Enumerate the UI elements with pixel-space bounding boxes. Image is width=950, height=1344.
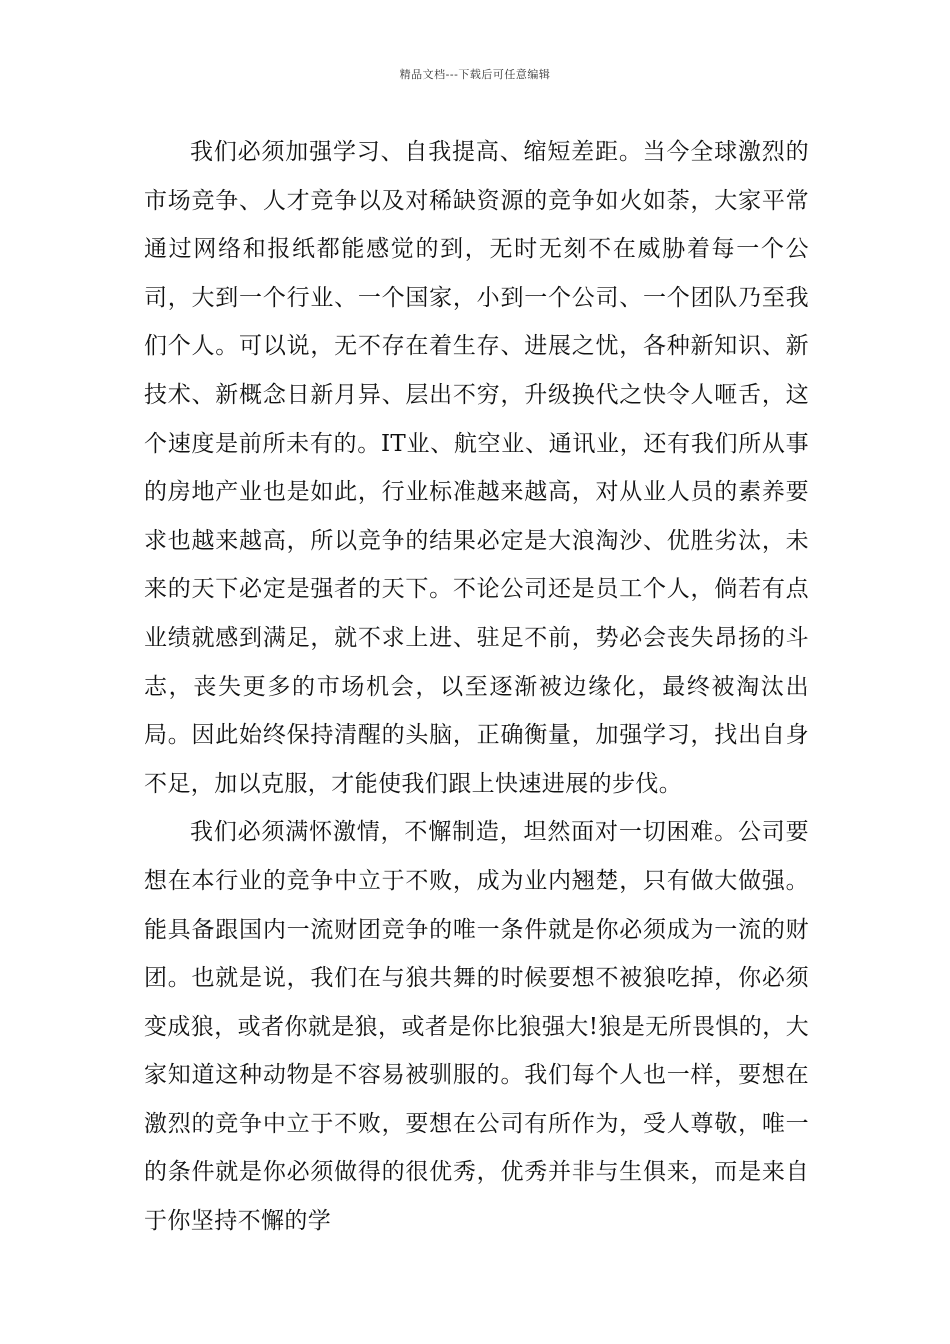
page-header: 精品文档---下载后可任意编辑 <box>399 68 551 81</box>
document-body <box>144 128 809 1246</box>
paragraph-1: 我们必须加强学习、自我提高、缩短差距。当今全球激烈的市场竞争、人才竞争以及对稀缺资源的竞争如火如荼，大家平常通过网络和报纸都能感觉的到，无时无刻不在威胁着每一个公司，大到一个行业、一个国家，小到一个公司、一个团队乃至我们个人。可以说，无不存在着生存、进展之忧，各种新知识、新技术、新概念日新月异、层出不穷，升级换代之快令人咂舌，这个速度是前所未有的。IT业、航空业、通讯业，还有我们所从事的房地产业也是如此，行业标准越来越高，对从业人员的素养要求也越来越高，所以竞争的结果必定是大浪淘沙、优胜劣汰，未来的天下必定是强者的天下。不论公司还是员工个人，倘若有点业绩就感到满足，就不求上进、驻足不前，势必会丧失昂扬的斗志，丧失更多的市场机会，以至逐渐被边缘化，最终被淘汰出局。因此始终保持清醒的头脑，正确衡量，加强学习，找出自身不足，加以克服，才能使我们跟上快速进展的步伐。 <box>144 139 809 797</box>
paragraph-2: 我们必须满怀激情，不懈制造，坦然面对一切困难。公司要想在本行业的竞争中立于不败，成为业内翘楚，只有做大做强。能具备跟国内一流财团竞争的唯一条件就是你必须成为一流的财团。也就是说，我们在与狼共舞的时候要想不被狼吃掉，你必须变成狼，或者你就是狼，或者是你比狼强大!狼是无所畏惧的，大家知道这种动物是不容易被驯服的。我们每个人也一样，要想在激烈的竞争中立于不败，要想在公司有所作为，受人尊敬，唯一的条件就是你必须做得的很优秀，优秀并非与生俱来，而是来自于你坚持不懈的学 <box>144 819 809 1235</box>
